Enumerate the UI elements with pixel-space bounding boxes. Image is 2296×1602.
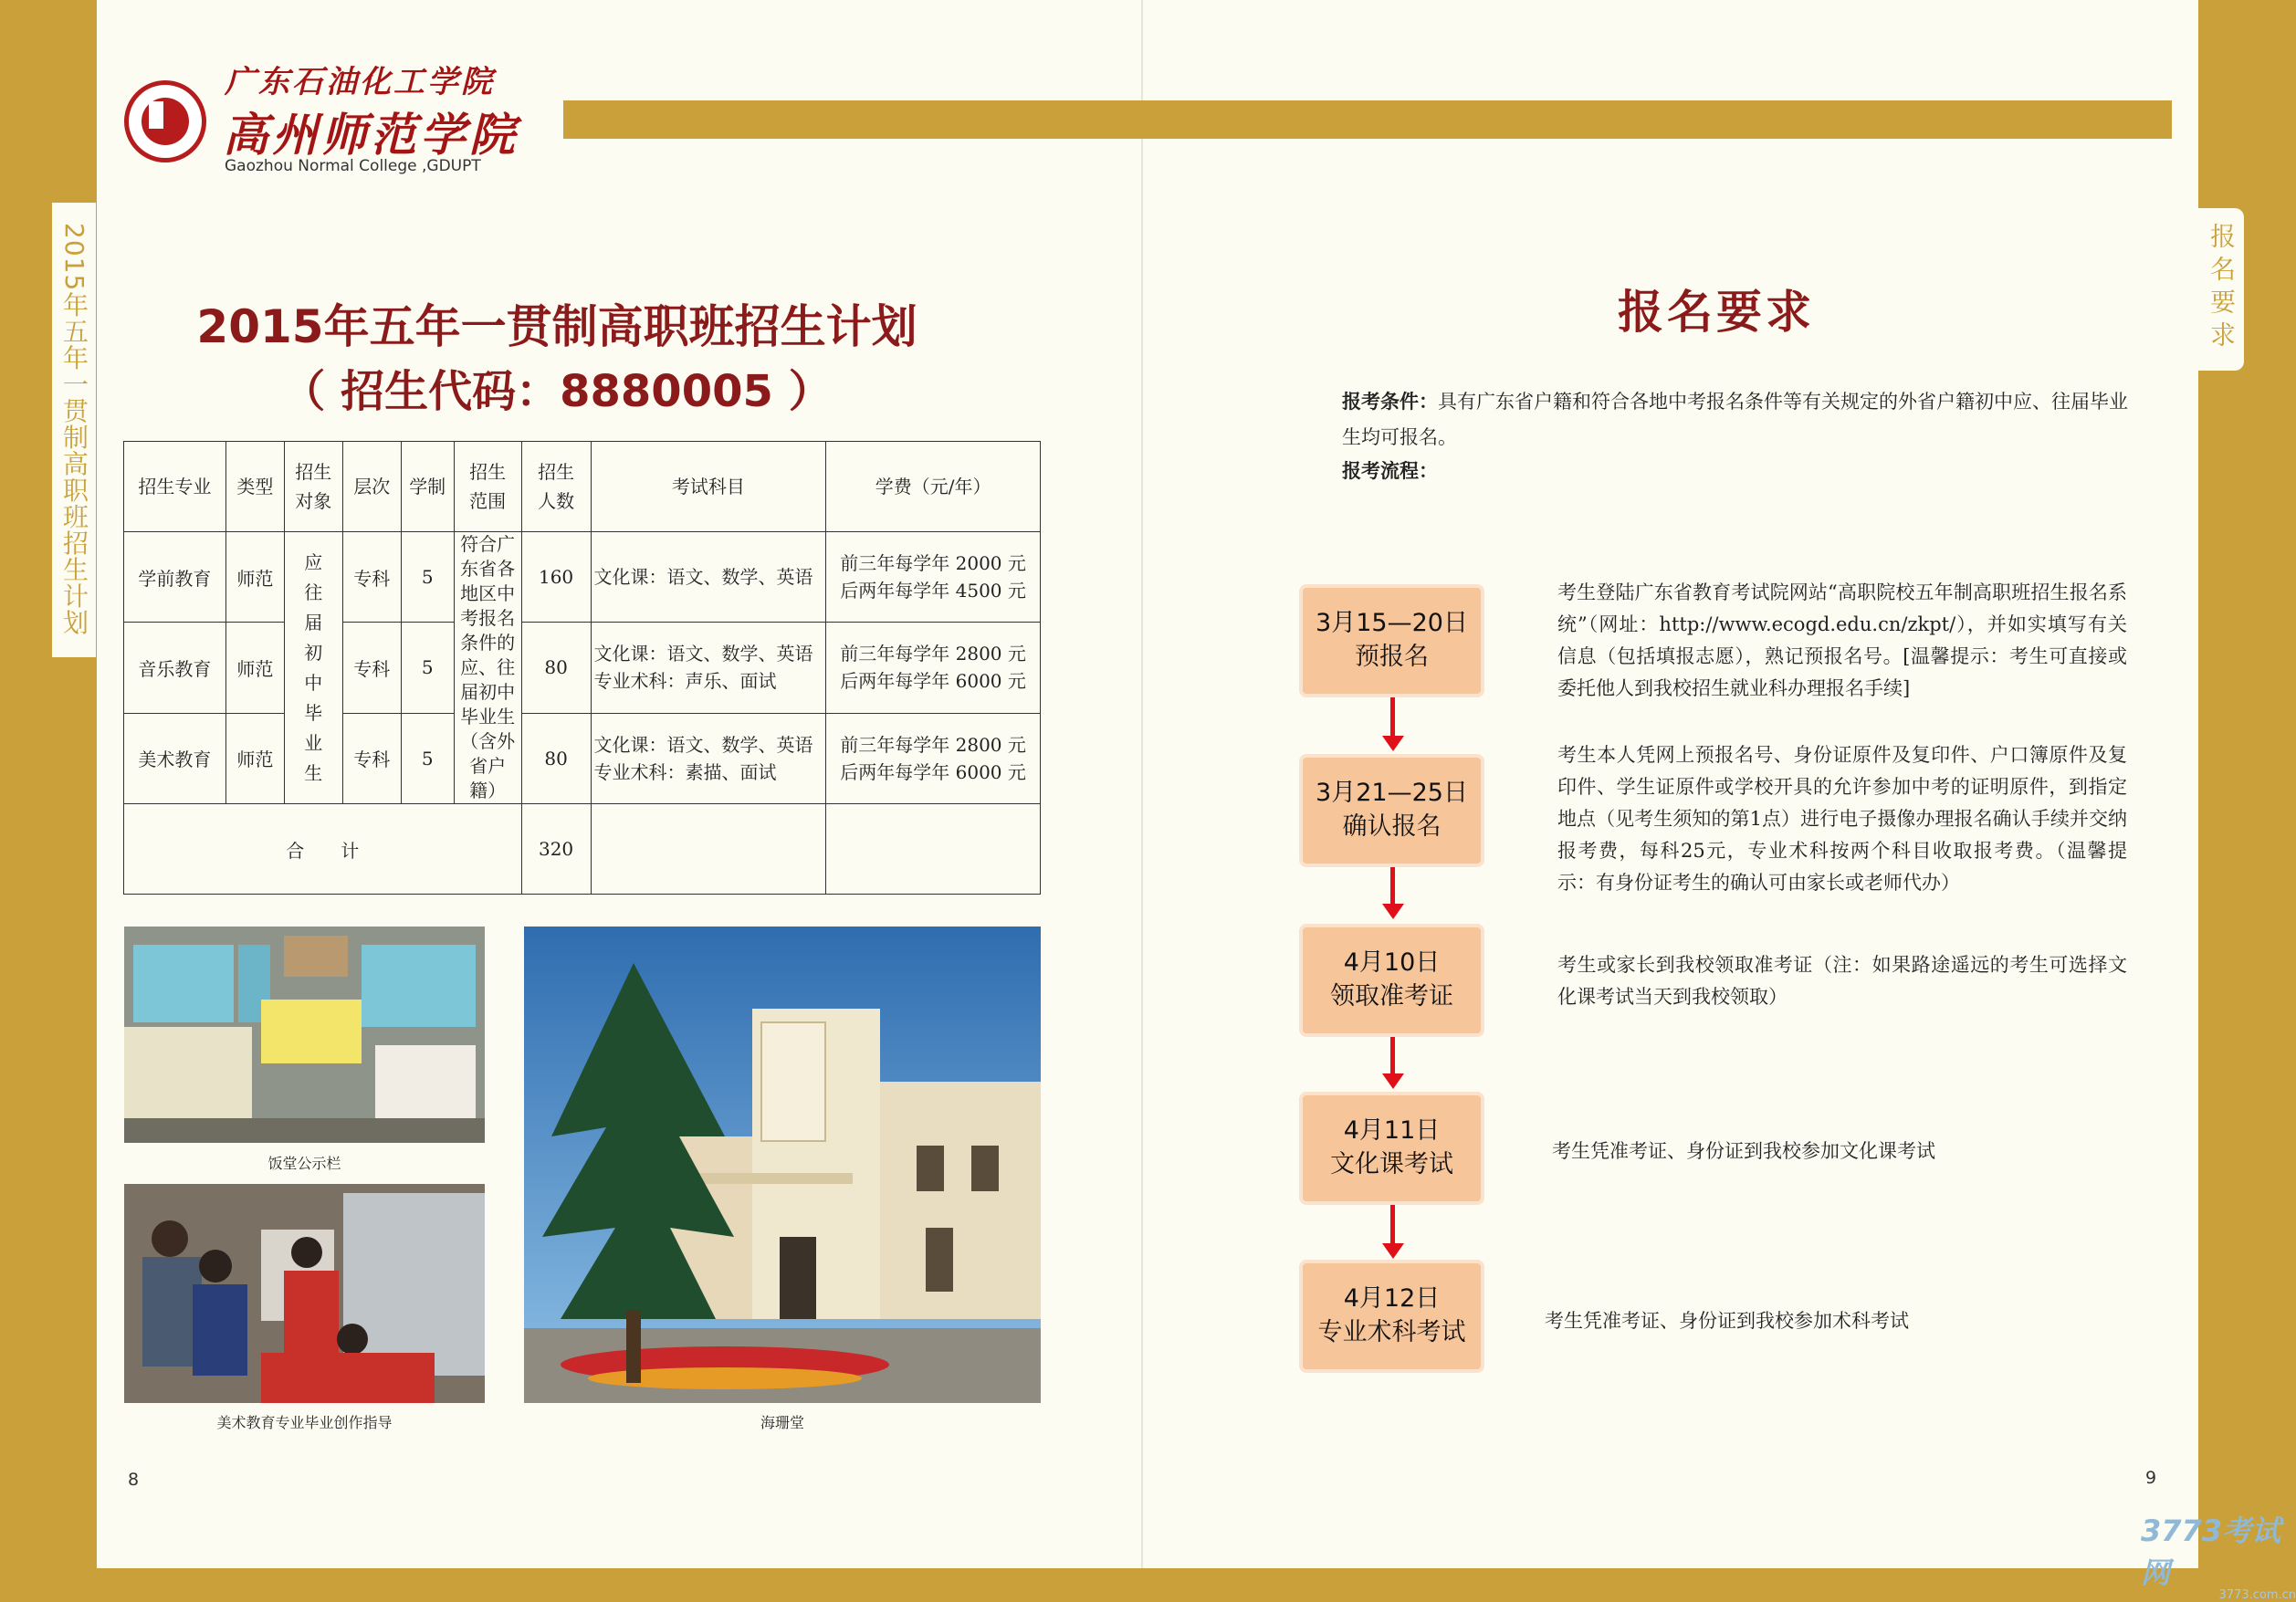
step-box (1299, 924, 1484, 1037)
cell-years: 5 (401, 713, 454, 803)
subjects-line: 文化课：语文、数学、英语 (593, 733, 813, 756)
photo-caption: 饭堂公示栏 (267, 1155, 341, 1172)
step-name: 领取准考证 (1330, 982, 1453, 1010)
subjects-line: 文化课：语文、数学、英语 (593, 643, 813, 665)
table-header-row (124, 442, 1041, 532)
subjects-line: 文化课：语文、数学、英语 (593, 566, 813, 589)
fee-line: 后两年每学年 6000 元 (840, 670, 1026, 693)
header-cell: 招生范围 (454, 442, 521, 532)
header-bar (563, 100, 2172, 139)
photo-art-guidance (124, 1184, 485, 1403)
cell-fee (826, 713, 1041, 803)
page-number-right: 9 (2145, 1468, 2157, 1488)
subjects-line: 专业术科：声乐、面试 (593, 670, 777, 693)
side-tab-right-label: 报名要求 (2207, 223, 2237, 354)
step-box (1299, 1260, 1484, 1373)
plan-title: 2015年五年一贯制高职班招生计划 (196, 300, 917, 353)
requirements-title: 报名要求 (1618, 286, 1815, 339)
step-box (1299, 754, 1484, 867)
conditions-text: 具有广东省户籍和符合各地中考报名条件等有关规定的外省户籍初中应、往届毕业生均可报名。 (1342, 391, 2128, 448)
step-date: 4月12日 (1343, 1284, 1441, 1313)
cell-level: 专科 (342, 532, 401, 623)
header-cell: 学制 (401, 442, 454, 532)
fee-line: 前三年每学年 2000 元 (840, 552, 1026, 575)
cell-subjects (591, 532, 826, 623)
page-spine (1141, 0, 1143, 1568)
side-tab-right (2198, 208, 2244, 371)
cell-total-label: 合 计 (124, 804, 522, 895)
step-name: 专业术科考试 (1317, 1318, 1466, 1346)
cell-count: 80 (521, 713, 591, 803)
cell-empty (826, 804, 1041, 895)
cell-empty (591, 804, 826, 895)
step-description-text: 考生或家长到我校领取准考证（注：如果路途遥远的考生可选择文化课考试当天到我校领取） (1557, 954, 2127, 1008)
step-description (1545, 1305, 2156, 1337)
step-description-text: 考生登陆广东省教育考试院网站“高职院校五年制高职班招生报名系统”（网址：http://www.ecogd.edu.cn/zkpt/），并如实填写有关信息（包括填报志愿），熟记预报名号。[温馨提示：考生可直接或委托他人到我校招生就业科办理报名手续] (1557, 581, 2127, 699)
flow-arrow (1390, 1205, 1395, 1243)
fee-line: 后两年每学年 6000 元 (840, 760, 1026, 783)
enrollment-table (123, 441, 1041, 895)
flow-arrow (1390, 867, 1395, 904)
cell-count: 80 (521, 623, 591, 713)
plan-subtitle: （ 招生代码：8880005 ） (281, 366, 833, 417)
step-description (1515, 949, 2127, 1013)
side-tab-left (52, 203, 96, 657)
watermark-sub: 3773.com.cn (2218, 1588, 2296, 1602)
watermark (2141, 1508, 2296, 1602)
photo-haishan-hall (524, 927, 1041, 1403)
table-total-row (124, 804, 1041, 895)
subjects-line: 专业术科：素描、面试 (593, 760, 777, 783)
fee-line: 后两年每学年 4500 元 (840, 580, 1026, 602)
fee-line: 前三年每学年 2800 元 (840, 733, 1026, 756)
step-description (1515, 739, 2127, 899)
photo-caption: 美术教育专业毕业创作指导 (216, 1414, 393, 1431)
cell-total-count: 320 (521, 804, 591, 895)
cell-major: 音乐教育 (124, 623, 226, 713)
conditions-paragraph (1300, 383, 2131, 455)
header-cell: 类型 (225, 442, 284, 532)
step-name: 确认报名 (1342, 812, 1442, 841)
school-name-english: Gaozhou Normal College ,GDUPT (225, 157, 481, 175)
table-row (124, 532, 1041, 623)
step-description (1552, 1136, 2164, 1167)
flow-arrow (1390, 1037, 1395, 1073)
school-name-top: 广东石油化工学院 (225, 64, 495, 100)
watermark-main: 3773考试网 (2141, 1513, 2281, 1590)
school-name-main: 高州师范学院 (223, 108, 519, 162)
arrow-down-icon (1382, 1243, 1404, 1259)
college-logo-icon (124, 80, 206, 162)
conditions-label: 报考条件： (1342, 390, 1438, 413)
step-description-text: 考生凭准考证、身份证到我校参加文化课考试 (1552, 1140, 1935, 1162)
photo-canteen-board (124, 927, 485, 1143)
cell-level: 专科 (342, 713, 401, 803)
table-row (124, 713, 1041, 803)
cell-major: 学前教育 (124, 532, 226, 623)
cell-target: 应往届初中毕业生 (284, 532, 342, 804)
header-cell: 招生人数 (521, 442, 591, 532)
cell-years: 5 (401, 532, 454, 623)
cell-type: 师范 (225, 713, 284, 803)
flow-arrow (1390, 697, 1395, 736)
step-description (1515, 577, 2127, 705)
cell-subjects (591, 713, 826, 803)
cell-type: 师范 (225, 532, 284, 623)
photo-caption: 海珊堂 (760, 1414, 804, 1431)
step-date: 3月15—20日 (1316, 609, 1468, 637)
side-tab-left-label: 2015年五年一贯制高职班招生计划 (59, 223, 89, 636)
arrow-down-icon (1382, 736, 1404, 751)
arrow-down-icon (1382, 1073, 1404, 1089)
cell-level: 专科 (342, 623, 401, 713)
arrow-down-icon (1382, 904, 1404, 919)
step-name: 预报名 (1355, 643, 1429, 671)
page-number-left: 8 (128, 1470, 140, 1490)
step-box (1299, 1092, 1484, 1205)
process-label: 报考流程： (1342, 459, 1438, 482)
cell-fee (826, 623, 1041, 713)
cell-fee (826, 532, 1041, 623)
cell-count: 160 (521, 532, 591, 623)
header-cell: 学费（元/年） (826, 442, 1041, 532)
header-cell: 层次 (342, 442, 401, 532)
cell-type: 师范 (225, 623, 284, 713)
cell-major: 美术教育 (124, 713, 226, 803)
table-row (124, 623, 1041, 713)
cell-scope: 符合广东省各地区中考报名条件的应、往届初中毕业生（含外省户籍） (454, 532, 521, 804)
header-cell: 考试科目 (591, 442, 826, 532)
step-description-text: 考生凭准考证、身份证到我校参加术科考试 (1545, 1310, 1909, 1332)
header-cell: 招生专业 (124, 442, 226, 532)
step-name: 文化课考试 (1330, 1150, 1453, 1178)
step-description-text: 考生本人凭网上预报名号、身份证原件及复印件、户口簿原件及复印件、学生证原件或学校开具的允许参加中考的证明原件，到指定地点（见考生须知的第1点）进行电子摄像办理报名确认手续并交纳报考费，每科25元，专业术科按两个科目收取报考费。（温馨提示：有身份证考生的确认可由家长或老师代办） (1557, 744, 2127, 894)
cell-subjects (591, 623, 826, 713)
fee-line: 前三年每学年 2800 元 (840, 643, 1026, 665)
step-box (1299, 584, 1484, 697)
step-date: 3月21—25日 (1316, 779, 1468, 807)
cell-years: 5 (401, 623, 454, 713)
step-date: 4月11日 (1343, 1116, 1441, 1145)
header-cell: 招生对象 (284, 442, 342, 532)
step-date: 4月10日 (1343, 948, 1441, 977)
